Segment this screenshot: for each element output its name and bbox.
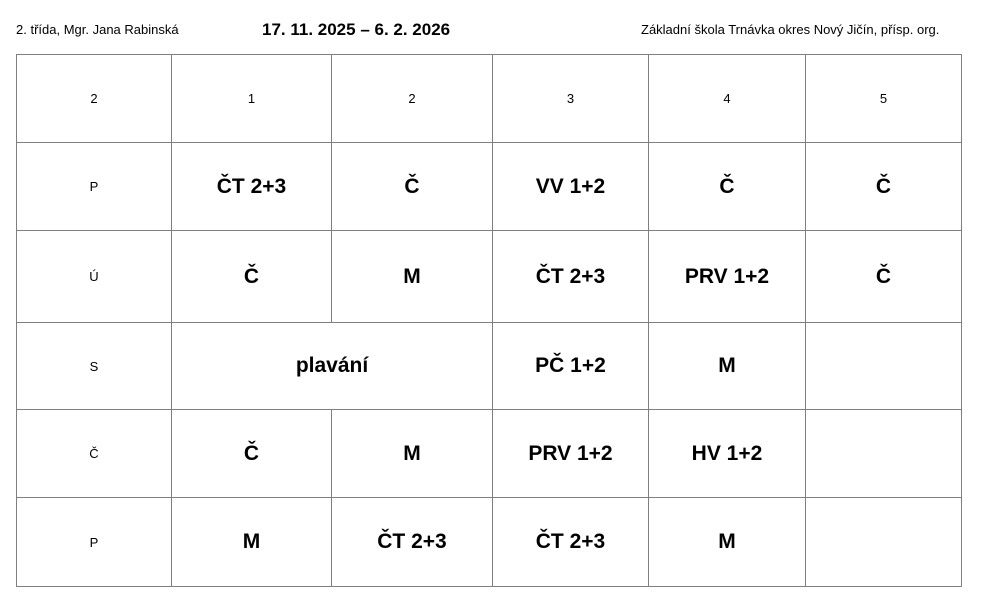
period-header-2: 2 xyxy=(332,55,493,143)
day-row-tuesday xyxy=(17,231,962,323)
lesson-cell: PRV 1+2 xyxy=(493,410,649,498)
lesson-cell: ČT 2+3 xyxy=(332,498,493,587)
day-label: Č xyxy=(17,410,172,498)
lesson-cell: PRV 1+2 xyxy=(649,231,806,323)
lesson-cell: PČ 1+2 xyxy=(493,323,649,410)
lesson-cell: Č xyxy=(172,410,332,498)
period-header-4: 4 xyxy=(649,55,806,143)
lesson-cell: Č xyxy=(332,143,493,231)
lesson-cell: M xyxy=(172,498,332,587)
lesson-cell: Č xyxy=(806,143,962,231)
lesson-cell: Č xyxy=(806,231,962,323)
period-header-row xyxy=(17,55,962,143)
day-label: Ú xyxy=(17,231,172,323)
day-label: P xyxy=(17,143,172,231)
date-range-title: 17. 11. 2025 – 6. 2. 2026 xyxy=(262,20,451,39)
day-row-wednesday xyxy=(17,323,962,410)
lesson-cell: VV 1+2 xyxy=(493,143,649,231)
day-row-monday xyxy=(17,143,962,231)
period-header-5: 5 xyxy=(806,55,962,143)
lesson-cell: M xyxy=(649,323,806,410)
lesson-cell: Č xyxy=(172,231,332,323)
lesson-cell xyxy=(806,323,962,410)
lesson-cell xyxy=(806,410,962,498)
corner-cell: 2 xyxy=(17,55,172,143)
lesson-cell: HV 1+2 xyxy=(649,410,806,498)
timetable xyxy=(16,54,962,587)
class-teacher-label: 2. třída, Mgr. Jana Rabinská xyxy=(16,22,179,37)
lesson-cell: M xyxy=(332,410,493,498)
period-header-1: 1 xyxy=(172,55,332,143)
lesson-cell: ČT 2+3 xyxy=(493,231,649,323)
day-label: P xyxy=(17,498,172,587)
lesson-cell xyxy=(806,498,962,587)
lesson-cell: Č xyxy=(649,143,806,231)
lesson-cell: M xyxy=(332,231,493,323)
school-name-label: Základní škola Trnávka okres Nový Jičín, přísp. org. xyxy=(641,22,940,37)
lesson-cell: ČT 2+3 xyxy=(172,143,332,231)
merged-lesson-cell: plavání xyxy=(172,323,493,410)
day-label: S xyxy=(17,323,172,410)
period-header-3: 3 xyxy=(493,55,649,143)
day-row-friday xyxy=(17,498,962,587)
lesson-cell: M xyxy=(649,498,806,587)
day-row-thursday xyxy=(17,410,962,498)
lesson-cell: ČT 2+3 xyxy=(493,498,649,587)
